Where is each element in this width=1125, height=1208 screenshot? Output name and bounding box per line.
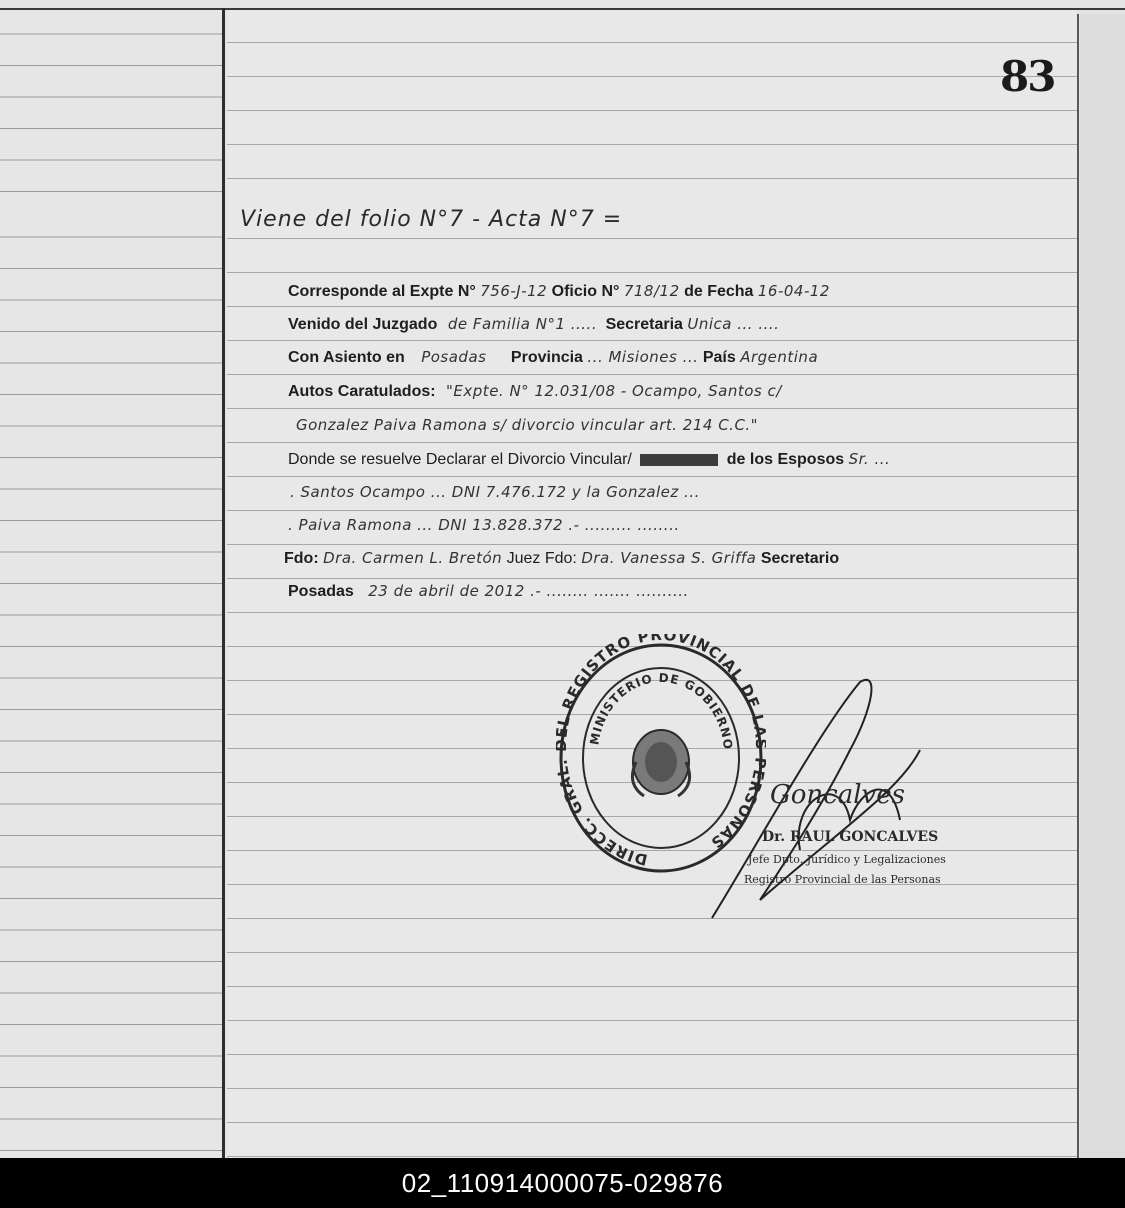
asiento-line — [288, 348, 818, 367]
signatory-office: Registro Provincial de las Personas — [744, 873, 941, 886]
esposos-label: de los Esposos — [726, 451, 845, 468]
asiento-value: Posadas — [421, 348, 487, 366]
seal-outer-text: DIRECC. GRA L REGISTRO PROVINCIAL DE L RSONAS — [556, 634, 766, 869]
document-id-footer: 02_110914000075-029876 — [0, 1158, 1125, 1208]
esposo-value: . Santos Ocampo ... DNI 7.476.172 y la Gonzalez ... — [290, 483, 700, 501]
redaction-mark — [640, 454, 718, 466]
juez-label: Juez Fdo: — [506, 550, 577, 567]
provincia-label: Provincia — [510, 349, 583, 366]
next-page-edge — [1080, 14, 1125, 1158]
autos-value: "Expte. N° 12.031/08 - Ocampo, Santos c/ — [446, 382, 782, 400]
juzgado-line — [288, 315, 779, 334]
folio-number: 83 — [1000, 52, 1055, 101]
resuelve-line — [288, 450, 890, 469]
juzgado-label: Venido del Juzgado — [288, 316, 438, 333]
expediente-label: Corresponde al Expte N° — [288, 283, 476, 300]
right-border-line — [1077, 14, 1079, 1158]
autos-continuation-line — [296, 416, 758, 435]
oficio-value: 718/12 — [623, 282, 680, 300]
esposo-line — [290, 483, 700, 502]
signatory-title: Jefe Dpto. Jurídico y Legalizaciones — [748, 853, 946, 866]
oficio-label: Oficio N° — [551, 283, 620, 300]
secretaria-label: Secretaria — [605, 316, 683, 333]
margin-divider-line — [222, 8, 225, 1158]
autos-line — [288, 382, 782, 401]
autos-continuation-value: Gonzalez Paiva Ramona s/ divorcio vincular art. 214 C.C." — [296, 416, 759, 434]
fecha-value: 16-04-12 — [757, 282, 830, 300]
secretaria-value: Unica ... .... — [687, 315, 780, 333]
expediente-value: 756-J-12 — [480, 282, 548, 300]
fecha-label: de Fecha — [684, 283, 754, 300]
secretario-name: Dra. Vanessa S. Griffa — [581, 549, 757, 567]
pais-value: Argentina — [740, 348, 819, 366]
left-ruled-margin — [0, 10, 222, 1158]
resuelve-label: Donde se resuelve Declarar el Divorcio Vincular/ — [288, 451, 632, 468]
viene-del-folio-line: Viene del folio N°7 - Acta N°7 = — [240, 207, 623, 232]
lugar-fecha-value: 23 de abril de 2012 .- ........ ....... .......... — [368, 582, 689, 600]
signatory-name: Dr. RAUL GONCALVES — [762, 829, 939, 845]
signature-handwritten-name: Goncalves — [770, 780, 905, 810]
expediente-line — [288, 282, 830, 301]
esposos-title: Sr. ... — [848, 450, 891, 468]
fdo-label: Fdo: — [284, 550, 319, 567]
firmas-line — [284, 549, 839, 568]
asiento-label: Con Asiento en — [288, 349, 405, 366]
lugar-fecha-line — [288, 582, 689, 601]
esposa-value: . Paiva Ramona ... DNI 13.828.372 .- ......... ........ — [288, 516, 680, 534]
provincia-value: ... Misiones ... — [587, 348, 699, 366]
juez-name: Dra. Carmen L. Bretón — [323, 549, 503, 567]
pais-label: País — [702, 349, 736, 366]
coat-of-arms-icon — [632, 730, 689, 796]
esposa-line — [288, 516, 680, 535]
seal-inner-text: MINISTERIO DE GOBIERNO — [587, 670, 736, 751]
juzgado-value: de Familia N°1 ..... — [447, 315, 598, 333]
secretario-label: Secretario — [760, 550, 840, 567]
lugar-label: Posadas — [288, 583, 354, 600]
autos-label: Autos Caratulados: — [288, 383, 436, 400]
